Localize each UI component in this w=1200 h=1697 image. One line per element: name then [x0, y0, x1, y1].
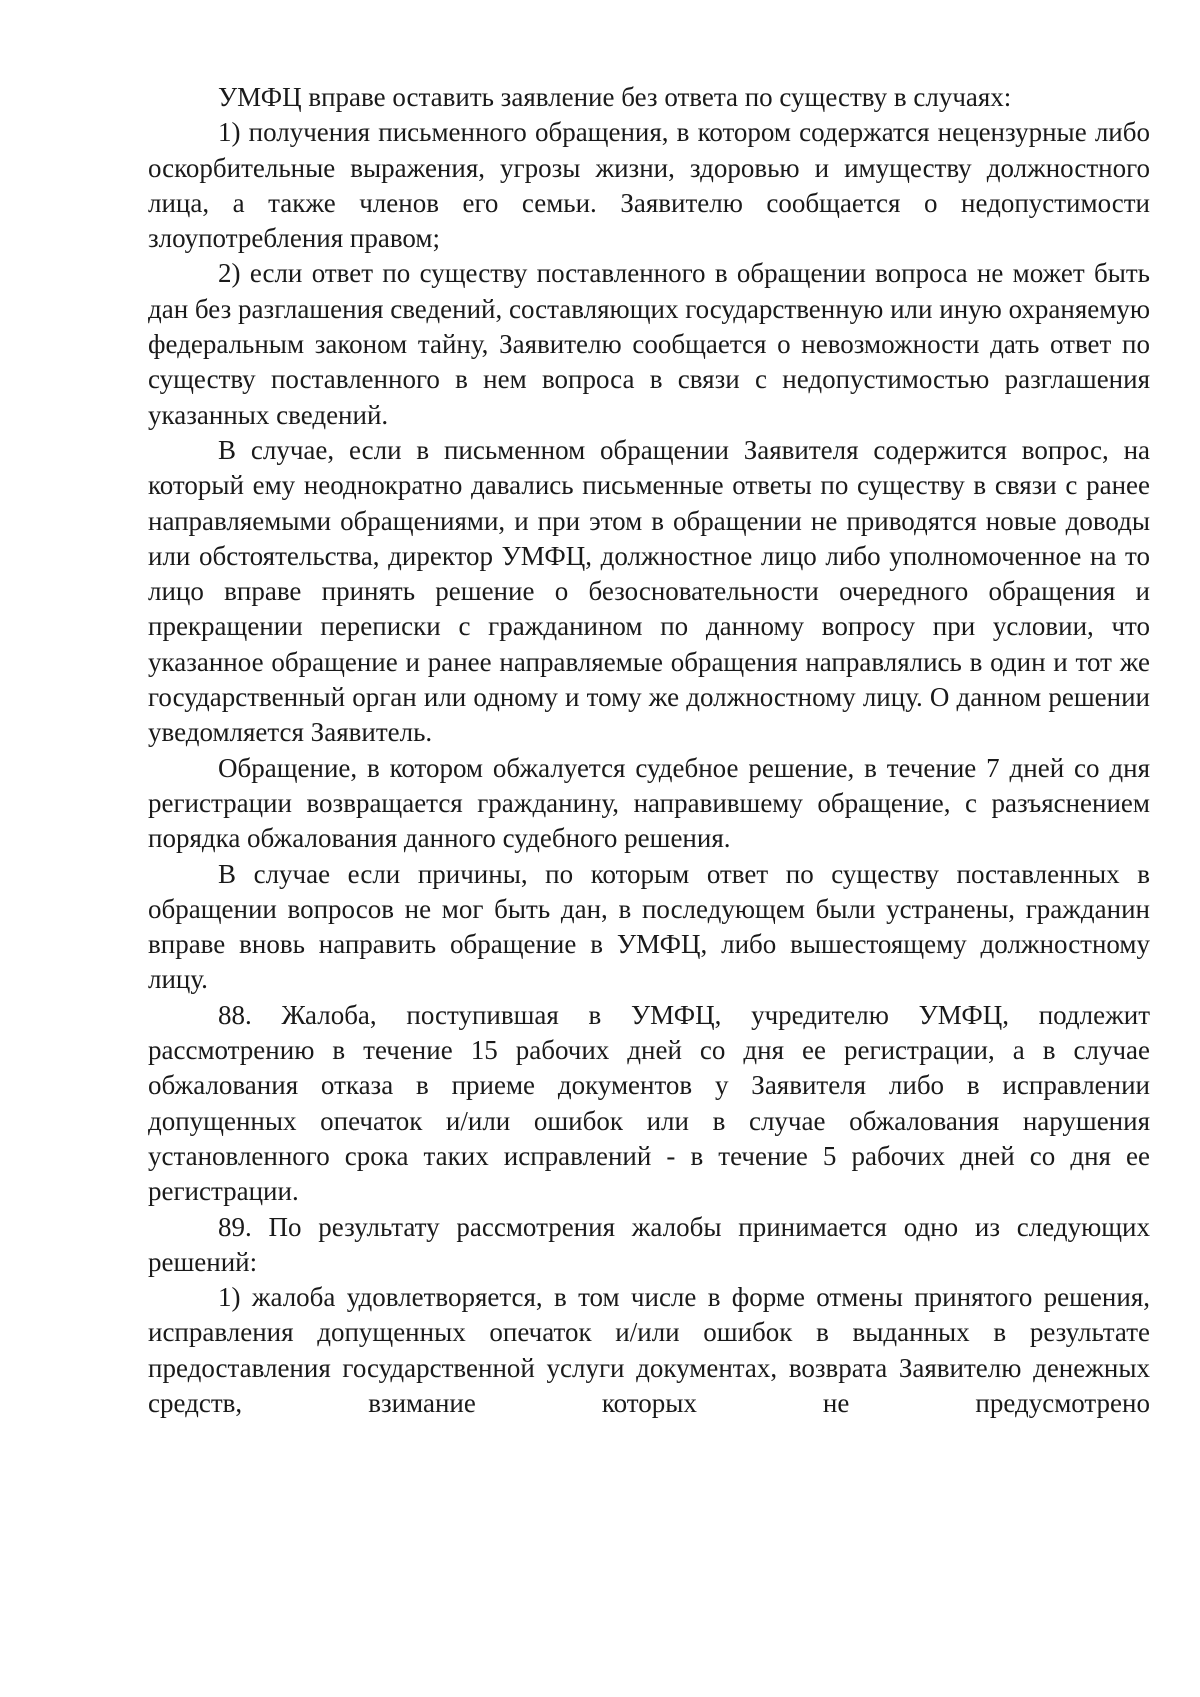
- document-body: [148, 80, 1150, 1421]
- paragraph-88: 88. Жалоба, поступившая в УМФЦ, учредителю УМФЦ, подлежит рассмотрению в течение 15 рабочих дней со дня ее регистрации, а в случае обжалования отказа в приеме документов у Заявителя либо в исправлении допущенных опечаток и/или ошибок или в случае обжалования нарушения установленного срока таких исправлений - в течение 5 рабочих дней со дня ее регистрации.: [148, 999, 1150, 1207]
- paragraph-intro: УМФЦ вправе оставить заявление без ответа по существу в случаях:: [218, 82, 1012, 112]
- paragraph-item-1: 1) получения письменного обращения, в котором содержатся нецензурные либо оскорбительные выражения, угрозы жизни, здоровью и имуществу должностного лица, а также членов его семьи. Заявителю сообщается о недопустимости злоупотребления правом;: [148, 117, 1150, 254]
- paragraph-item-2: 2) если ответ по существу поставленного в обращении вопроса не может быть дан без разглашения сведений, составляющих государственную или иную охраняемую федеральным законом тайну, Заявителю сообщается о невозможности дать ответ по существу поставленного в нем вопроса в связи с недопустимостью разглашения указанных сведений.: [148, 258, 1150, 430]
- paragraph-repeated-appeal: В случае, если в письменном обращении Заявителя содержится вопрос, на который ему неоднократно давались письменные ответы по существу в связи с ранее направляемыми обращениями, и при этом в обращении не приводятся новые доводы или обстоятельства, директор УМФЦ, должностное лицо либо уполномоченное на то лицо вправе принять решение о безосновательности очередного обращения и прекращении переписки с гражданином по данному вопросу при условии, что указанное обращение и ранее направляемые обращения направлялись в один и тот же государственный орган или одному и тому же должностному лицу. О данном решении уведомляется Заявитель.: [148, 434, 1150, 748]
- paragraph-reasons-eliminated: В случае если причины, по которым ответ по существу поставленных в обращении вопросов не мог быть дан, в последующем были устранены, гражданин вправе вновь направить обращение в УМФЦ, либо вышестоящему должностному лицу.: [148, 858, 1150, 995]
- paragraph-court-decision: Обращение, в котором обжалуется судебное решение, в течение 7 дней со дня регистрации возвращается гражданину, направившему обращение, с разъяснением порядка обжалования данного судебного решения.: [148, 752, 1150, 854]
- paragraph-89: 89. По результату рассмотрения жалобы принимается одно из следующих решений:: [148, 1211, 1150, 1277]
- paragraph-89-item-1: 1) жалоба удовлетворяется, в том числе в форме отмены принятого решения, исправления допущенных опечаток и/или ошибок в выданных в результате предоставления государственной услуги документах, возврата Заявителю денежных средств, взимание которых не предусмотрено: [148, 1282, 1150, 1418]
